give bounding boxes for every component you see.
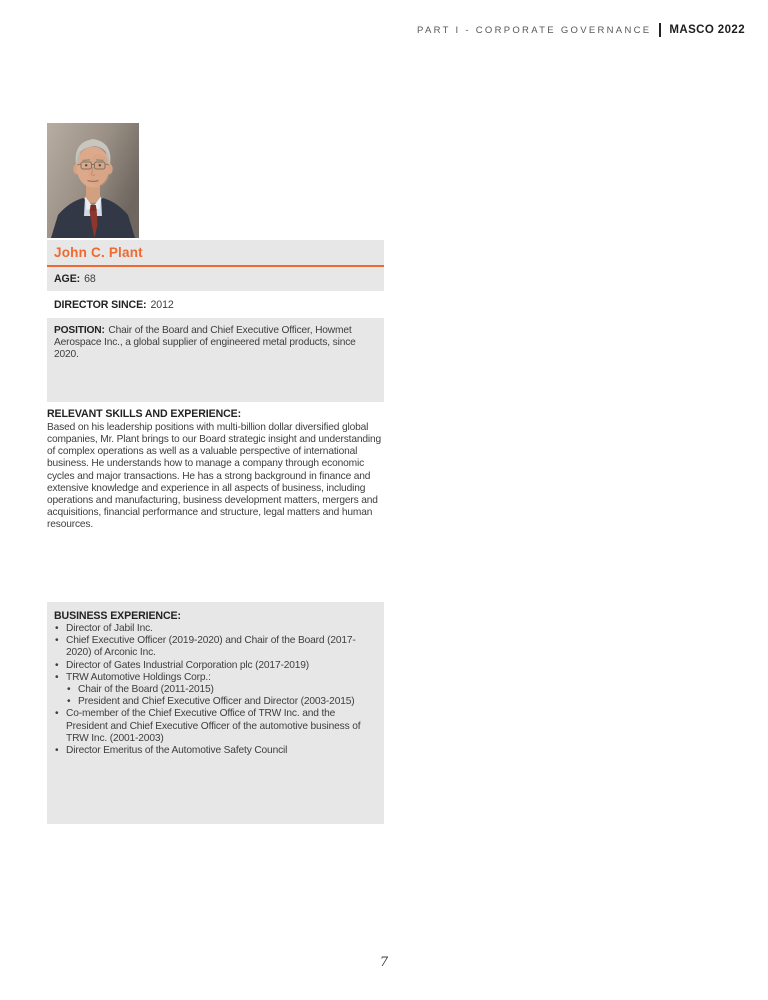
age-value: 68 (84, 273, 96, 285)
business-experience-item: • Director Emeritus of the Automotive Safety Council (54, 745, 376, 757)
page-number: 7 (379, 955, 389, 970)
position-label: POSITION: (54, 325, 105, 336)
director-since-row (47, 291, 384, 318)
page-footer (0, 953, 768, 971)
page-header (417, 23, 745, 37)
position-block (47, 318, 384, 402)
business-experience-heading: BUSINESS EXPERIENCE: (54, 610, 181, 622)
director-since-label: DIRECTOR SINCE: (54, 298, 147, 311)
director-name: John C. Plant (54, 245, 143, 260)
business-experience-item: • Chief Executive Officer (2019-2020) and Chair of the Board (2017-2020) of Arconic Inc. (54, 635, 376, 659)
section-title: PART I - CORPORATE GOVERNANCE (417, 24, 652, 36)
business-experience-item: • Co-member of the Chief Executive Office of TRW Inc. and the President and Chief Executive Officer of the automotive business of TRW Inc. (2001-2003) (54, 708, 376, 745)
business-experience-item: • President and Chief Executive Officer and Director (2003-2015) (54, 696, 376, 708)
position-text: Chair of the Board and Chief Executive Officer, Howmet Aerospace Inc., a global supplier of engineered metal products, since 2020. (54, 325, 356, 361)
skills-heading: RELEVANT SKILLS AND EXPERIENCE: (47, 408, 242, 420)
director-since-value: 2012 (150, 298, 174, 311)
business-experience-item: • Director of Gates Industrial Corporation plc (2017-2019) (54, 660, 376, 672)
business-experience-item: • TRW Automotive Holdings Corp.: (54, 672, 376, 684)
director-photo (47, 123, 139, 238)
header-divider (659, 23, 661, 37)
brand-title: MASCO 2022 (669, 24, 745, 36)
skills-section (47, 408, 384, 531)
business-experience-item: • Chair of the Board (2011-2015) (54, 684, 376, 696)
business-experience-item: • Director of Jabil Inc. (54, 623, 376, 635)
director-profile-card (47, 123, 384, 824)
skills-text: Based on his leadership positions with multi-billion dollar diversified global companies, Mr. Plant brings to our Board strategic insight and understanding of complex operations as well as a valuable perspective of international business. He understands how to manage a company through economic cycles and major transactions. He has a strong background in finance and extensive knowledge and experience in all aspects of business, including operations and manufacturing, business development matters, mergers and acquisitions, financial performance and structure, legal matters and human resources. (47, 422, 382, 531)
age-row (47, 267, 384, 291)
director-portrait-image (47, 123, 139, 238)
business-experience-list (54, 623, 376, 757)
director-name-bar (47, 240, 384, 267)
age-label: AGE: (54, 273, 81, 285)
business-experience-block (47, 602, 384, 824)
